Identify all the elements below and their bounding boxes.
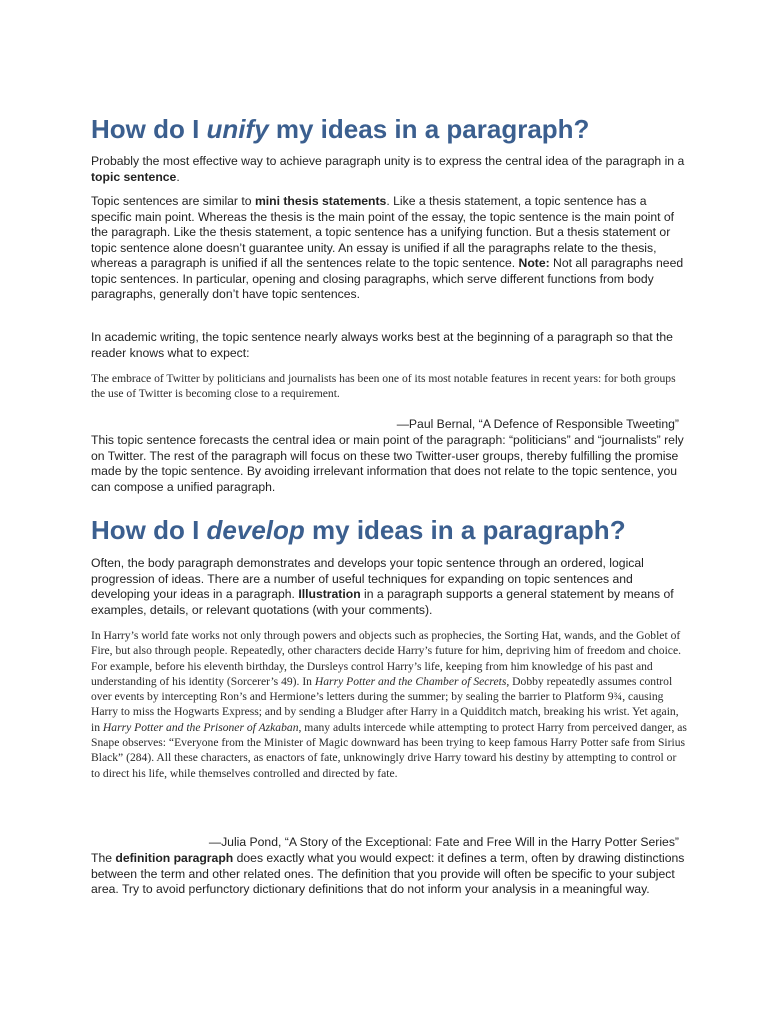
attribution-pond: —Julia Pond, “A Story of the Exceptional: Fate and Free Will in the Harry Potter Series” [208, 835, 679, 849]
note-label: Note: [518, 256, 550, 270]
paragraph-unity-intro: Probably the most effective way to achieve paragraph unity is to express the central idea of the paragraph in a topic sentence. [91, 154, 685, 184]
quote-pond: In Harry’s world fate works not only through powers and objects such as prophecies, the Sorting Hat, wands, and the Goblet of Fire, but also through people. Repeatedly, other characters decide Harry’s future for him, depriving him of freedom and choice. For example, before his eleventh birthday, the Dursleys control Harry’s life, keeping from him knowledge of his past and understanding of his identity (Sorcerer’s 49). In Harry Potter and the Chamber of Secrets, Dobby repeatedly assumes control over events by intercepting Ron’s and Hermione’s letters during the summer; by sealing the barrier to Platform 9¾, causing Harry to miss the Hogwarts Express; and by sending a Bludger after Harry in a Quidditch match, breaking his wrist. Yet again, in Harry Potter and the Prisoner of Azkaban, many adults intercede while attempting to protect Harry from perceived danger, as Snape observes: “Everyone from the Minister of Magic downward has been trying to keep famous Harry Potter safe from Sirius Black” (284). All these characters, as enactors of fate, unknowingly drive Harry toward his destiny by attempting to control or to direct his life, while themselves controlled and directed by fate. [91, 629, 687, 780]
term-mini-thesis: mini thesis statements [254, 194, 387, 208]
term-definition-paragraph: definition paragraph [115, 851, 234, 865]
attribution-bernal: —Paul Bernal, “A Defence of Responsible Tweeting” [396, 417, 679, 431]
title-chamber-of-secrets: Harry Potter and the Chamber of Secrets [314, 674, 507, 688]
paragraph-definition: The definition paragraph does exactly what you would expect: it defines a term, often by drawing distinctions between the term and other related ones. The definition that you provide will often be specific to your subject area. Try to avoid perfunctory dictionary definitions that do not inform your analysis in a meaningful way. [91, 851, 685, 896]
term-topic-sentence: topic sentence [91, 169, 177, 184]
paragraph-academic-writing: In academic writing, the topic sentence nearly always works best at the beginning of a paragraph so that the reader knows what to expect: [91, 330, 673, 360]
paragraph-development: Often, the body paragraph demonstrates and develops your topic sentence through an ordered, logical progression of ideas. There are a number of useful techniques for expanding on topic sentences and developing your ideas in a paragraph. Illustration in a paragraph supports a general statement by means of examples, details, or relevant quotations (with your comments). [91, 556, 674, 617]
term-illustration: Illustration [298, 587, 361, 601]
paragraph-forecast: This topic sentence forecasts the central idea or main point of the paragraph: “politicians” and “journalists” rely on Twitter. The rest of the paragraph will focus on these two Twitter-user groups, thereby fulfilling the promise made by the topic sentence. By avoiding irrelevant information that does not relate to the topic sentence, you can compose a unified paragraph. [91, 433, 684, 494]
heading-unify: How do I unify my ideas in a paragraph? [91, 114, 590, 144]
heading-unify-emphasis: unify [206, 114, 269, 144]
quote-bernal: The embrace of Twitter by politicians and journalists has been one of its most notable features in recent years: for both groups the use of Twitter is becoming close to a requirement. [91, 372, 676, 401]
heading-develop: How do I develop my ideas in a paragraph? [91, 515, 626, 545]
title-prisoner-of-azkaban: Harry Potter and the Prisoner of Azkaban [102, 720, 299, 734]
paragraph-topic-sentences: Topic sentences are similar to mini thesis statements. Like a thesis statement, a topic sentence has a specific main point. Whereas the thesis is the main point of the essay, the topic sentence is the main point of the paragraph. Like the thesis statement, a topic sentence has a unifying function. But a thesis statement or topic sentence alone doesn’t guarantee unity. An essay is unified if all the paragraphs relate to the thesis, whereas a paragraph is unified if all the sentences relate to the topic sentence. Note: Not all paragraphs need topic sentences. In particular, opening and closing paragraphs, which serve different functions from body paragraphs, generally don’t have topic sentences. [91, 194, 684, 301]
heading-develop-emphasis: develop [206, 515, 305, 545]
